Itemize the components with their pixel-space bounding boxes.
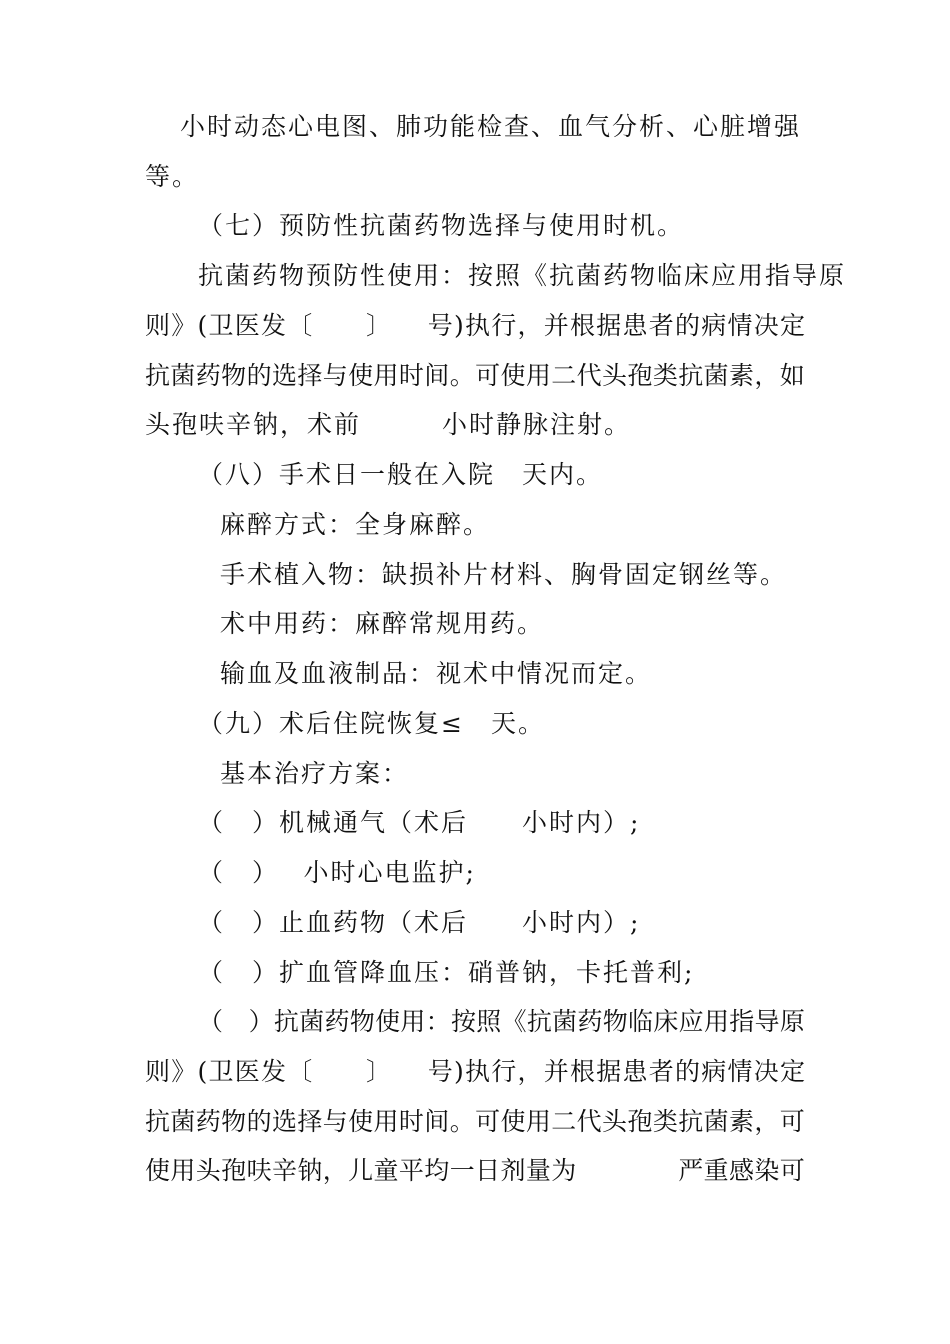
text-line: 麻醉方式：全身麻醉。 — [220, 510, 491, 539]
text-line: 等。 — [145, 162, 200, 191]
text-line: （ ）止血药物（术后 小时内）; — [198, 908, 641, 937]
section-heading: （七）预防性抗菌药物选择与使用时机。 — [198, 211, 685, 240]
section-heading: （九）术后住院恢复≤ 天。 — [198, 709, 545, 738]
text-line: （ ） 抗 菌 药 物 使 用 ： 按 照 《 抗 菌 药 物 临 床 应 用 指 导 原 — [198, 1007, 805, 1036]
section-heading: （八）手术日一般在入院 天内。 — [198, 460, 604, 489]
text-line: 使 用 头 孢 呋 辛 钠 ， 儿 童 平 均 一 日 剂 量 为 严 重 感 染 可 — [145, 1156, 805, 1185]
text-line: 小时动态心电图、肺功能检查、血气分析、心脏增强 — [180, 112, 802, 141]
text-line: 头孢呋辛钠，术前 小时静脉注射。 — [145, 410, 632, 439]
text-line: 抗 菌 药 物 的 选 择 与 使 用 时 间 。 可 使 用 二 代 头 孢 类 抗 菌 素 ， 如 — [145, 361, 805, 390]
text-line: 抗 菌 药 物 的 选 择 与 使 用 时 间 。 可 使 用 二 代 头 孢 类 抗 菌 素 ， 可 — [145, 1107, 805, 1136]
text-line: 手术植入物：缺损补片材料、胸骨固定钢丝等。 — [220, 560, 788, 589]
text-line: 基本治疗方案： — [220, 759, 410, 788]
text-line: 则 》 ( 卫 医 发 〔 〕 号 ) 执 行 ， 并 根 据 患 者 的 病 情 决 定 — [145, 311, 805, 340]
text-line: 输血及血液制品：视术中情况而定。 — [220, 659, 653, 688]
text-line: （ ）扩血管降血压：硝普钠，卡托普利; — [198, 958, 695, 987]
text-line: （ ） 小时心电监护; — [198, 858, 476, 887]
text-line: （ ）机械通气（术后 小时内）; — [198, 808, 641, 837]
text-line: 抗菌药物预防性使用：按照《抗菌药物临床应用指导原 — [198, 261, 847, 290]
text-line: 术中用药：麻醉常规用药。 — [220, 609, 545, 638]
text-line: 则 》 ( 卫 医 发 〔 〕 号 ) 执 行 ， 并 根 据 患 者 的 病 情 决 定 — [145, 1057, 805, 1086]
